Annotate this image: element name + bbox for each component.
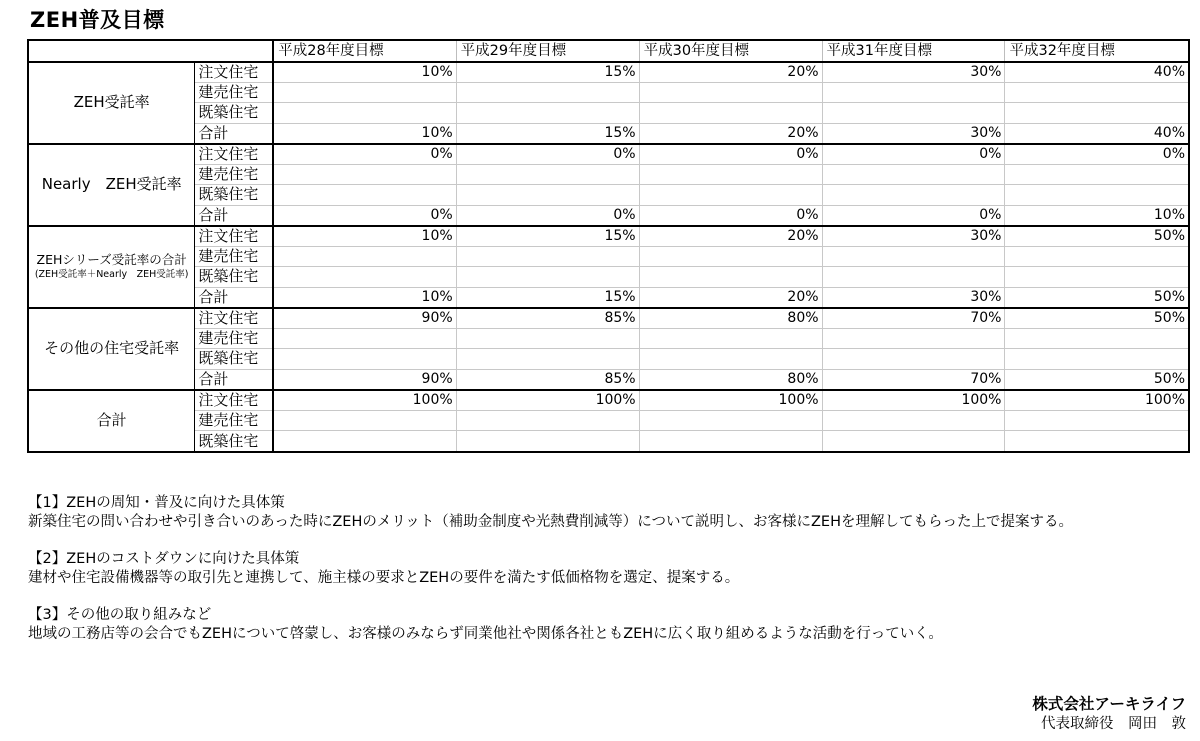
value-cell [1005,246,1188,267]
row-label: 注文住宅 [195,62,273,83]
value-cell: 20% [639,287,822,308]
row-label: 既築住宅 [195,267,273,288]
value-cell: 20% [639,123,822,144]
table-row [29,164,1188,185]
value-cell [822,246,1005,267]
group-label: Nearly ZEH受託率 [41,175,182,193]
group-label: ZEHシリーズ受託率の合計 [36,252,187,267]
value-cell: 90% [273,369,456,390]
row-label: 建売住宅 [195,246,273,267]
value-cell: 15% [456,123,639,144]
value-cell: 50% [1005,308,1188,329]
note-section [28,550,1188,588]
value-cell [822,82,1005,103]
value-cell [456,164,639,185]
value-cell [1005,185,1188,206]
table-row [29,267,1188,288]
value-cell [822,267,1005,288]
year-header: 平成32年度目標 [1005,41,1188,62]
table-row [29,410,1188,431]
value-cell: 50% [1005,369,1188,390]
value-cell: 0% [639,144,822,165]
row-label: 注文住宅 [195,308,273,329]
value-cell: 70% [822,369,1005,390]
value-cell [822,164,1005,185]
value-cell: 20% [639,226,822,247]
table-row [29,287,1188,308]
value-cell: 0% [273,205,456,226]
value-cell: 100% [639,390,822,411]
value-cell [639,267,822,288]
row-label: 注文住宅 [195,390,273,411]
value-cell: 40% [1005,62,1188,83]
year-header: 平成30年度目標 [639,41,822,62]
table-row [29,349,1188,370]
value-cell: 0% [456,205,639,226]
value-cell [1005,82,1188,103]
value-cell [273,82,456,103]
table-row [29,308,1188,329]
group-label-cell [29,308,195,390]
value-cell [639,246,822,267]
header-row [29,41,1188,62]
value-cell: 30% [822,123,1005,144]
value-cell: 80% [639,308,822,329]
row-label: 既築住宅 [195,431,273,452]
value-cell [639,410,822,431]
header-blank-cell [29,41,273,62]
value-cell: 30% [822,287,1005,308]
table-row [29,226,1188,247]
measures-notes [28,494,1188,662]
value-cell [456,410,639,431]
value-cell [1005,164,1188,185]
row-label: 合計 [195,205,273,226]
value-cell [639,185,822,206]
table-row [29,185,1188,206]
value-cell [639,164,822,185]
table-row [29,328,1188,349]
group-label: ZEH受託率 [73,93,150,111]
group-sublabel: (ZEH受託率＋Nearly ZEH受託率) [34,268,189,280]
value-cell: 10% [273,226,456,247]
row-label: 建売住宅 [195,410,273,431]
value-cell [273,164,456,185]
value-cell: 10% [1005,205,1188,226]
value-cell [456,328,639,349]
page-title: ZEH普及目標 [30,8,165,32]
value-cell [1005,431,1188,452]
value-cell [456,246,639,267]
value-cell: 10% [273,62,456,83]
value-cell: 100% [456,390,639,411]
value-cell [822,103,1005,124]
value-cell [456,267,639,288]
value-cell: 15% [456,287,639,308]
row-label: 注文住宅 [195,226,273,247]
table-row [29,369,1188,390]
value-cell: 85% [456,308,639,329]
note-section [28,494,1188,532]
value-cell [273,267,456,288]
value-cell [456,82,639,103]
note-section [28,606,1188,644]
group-label: その他の住宅受託率 [44,339,180,357]
value-cell: 10% [273,123,456,144]
table-row [29,390,1188,411]
note-heading: 【1】ZEHの周知・普及に向けた具体策 [28,495,285,511]
row-label: 既築住宅 [195,185,273,206]
value-cell [273,328,456,349]
table-row [29,431,1188,452]
row-label: 注文住宅 [195,144,273,165]
value-cell: 50% [1005,287,1188,308]
value-cell [1005,328,1188,349]
value-cell: 0% [456,144,639,165]
value-cell: 30% [822,226,1005,247]
value-cell: 50% [1005,226,1188,247]
value-cell [1005,267,1188,288]
value-cell [456,349,639,370]
value-cell [273,185,456,206]
value-cell [273,431,456,452]
value-cell [273,410,456,431]
value-cell: 30% [822,62,1005,83]
row-label: 建売住宅 [195,82,273,103]
table-row [29,62,1188,83]
year-header: 平成28年度目標 [273,41,456,62]
value-cell [822,328,1005,349]
value-cell [456,431,639,452]
value-cell: 100% [273,390,456,411]
note-heading: 【3】その他の取り組みなど [28,607,212,623]
table-row [29,246,1188,267]
note-body: 新築住宅の問い合わせや引き合いのあった時にZEHのメリット（補助金制度や光熱費削減等）について説明し、お客様にZEHを理解してもらった上で提案する。 [28,514,1073,530]
row-label: 既築住宅 [195,103,273,124]
value-cell: 100% [822,390,1005,411]
value-cell [639,349,822,370]
row-label: 既築住宅 [195,349,273,370]
note-body: 建材や住宅設備機器等の取引先と連携して、施主様の要求とZEHの要件を満たす低価格物を選定、提案する。 [28,570,740,586]
value-cell [273,103,456,124]
company-name: 株式会社アーキライフ [1032,695,1186,713]
value-cell: 100% [1005,390,1188,411]
table-row [29,123,1188,144]
value-cell [822,349,1005,370]
value-cell: 40% [1005,123,1188,144]
value-cell [456,185,639,206]
value-cell [639,103,822,124]
value-cell: 0% [273,144,456,165]
value-cell [822,410,1005,431]
value-cell [639,431,822,452]
row-label: 合計 [195,287,273,308]
value-cell: 10% [273,287,456,308]
value-cell [639,82,822,103]
table-row [29,144,1188,165]
zeh-target-table [27,39,1190,453]
row-label: 建売住宅 [195,164,273,185]
value-cell: 15% [456,226,639,247]
value-cell [822,431,1005,452]
value-cell: 90% [273,308,456,329]
value-cell [822,185,1005,206]
value-cell: 15% [456,62,639,83]
note-body: 地域の工務店等の会合でもZEHについて啓蒙し、お客様のみならず同業他社や関係各社ともZEHに広く取り組めるような活動を行っていく。 [28,626,943,642]
value-cell [273,246,456,267]
table-row [29,82,1188,103]
table-row [29,103,1188,124]
value-cell: 0% [822,144,1005,165]
value-cell: 0% [1005,144,1188,165]
group-label-cell [29,144,195,226]
zeh-target-grid [29,41,1188,451]
value-cell: 0% [822,205,1005,226]
table-row [29,205,1188,226]
group-label-cell [29,226,195,308]
year-header: 平成29年度目標 [456,41,639,62]
value-cell [273,349,456,370]
value-cell: 0% [639,205,822,226]
row-label: 合計 [195,369,273,390]
group-label-cell [29,62,195,144]
value-cell: 70% [822,308,1005,329]
note-heading: 【2】ZEHのコストダウンに向けた具体策 [28,551,300,567]
value-cell: 85% [456,369,639,390]
value-cell [1005,103,1188,124]
group-label-cell [29,390,195,452]
value-cell [639,328,822,349]
group-label: 合計 [96,411,127,430]
row-label: 建売住宅 [195,328,273,349]
value-cell [1005,349,1188,370]
value-cell [1005,410,1188,431]
row-label: 合計 [195,123,273,144]
value-cell: 80% [639,369,822,390]
signature-block [1032,694,1186,734]
year-header: 平成31年度目標 [822,41,1005,62]
value-cell: 20% [639,62,822,83]
value-cell [456,103,639,124]
representative-name: 代表取締役 岡田 敦 [1041,716,1186,732]
